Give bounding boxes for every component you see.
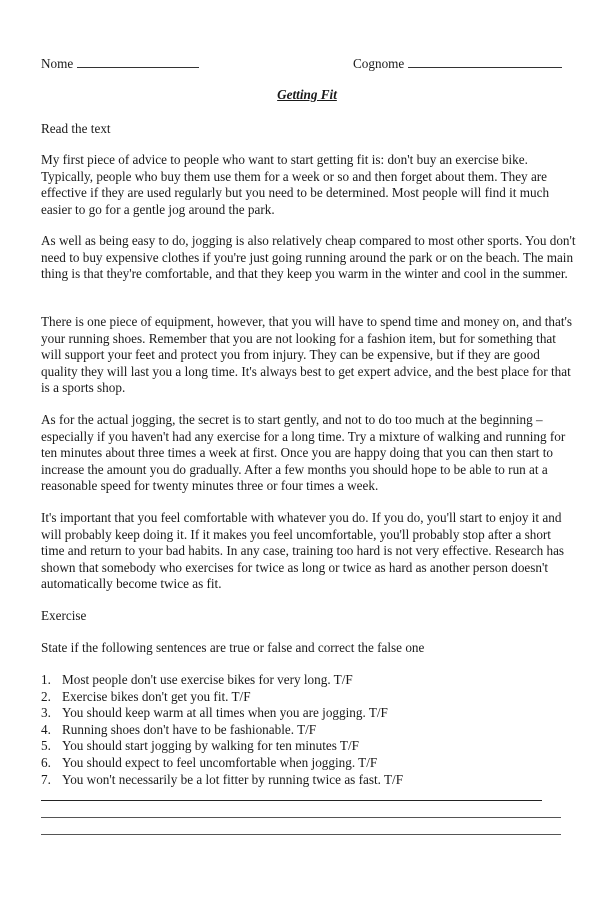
paragraph-3: There is one piece of equipment, however, that you will have to spend time and money on, and that's your running shoes. Remember that you are not looking for a fashion item, but for something that will support your feet and protect you from injury. They can be expensive, but if they are good quality they will last you a long time. It's always best to get expert advice, and the best place for that is a sports shop. <box>41 314 573 396</box>
question-number: 3. <box>41 705 51 721</box>
question-text: You should expect to feel uncomfortable when jogging. T/F <box>62 754 378 770</box>
question-text: Running shoes don't have to be fashionable. T/F <box>62 721 317 737</box>
paragraph-1: My first piece of advice to people who want to start getting fit is: don't buy an exercise bike. Typically, people who buy them use them for a week or so and then forget about them. They are effective if they are used regularly but you need to be determined. Most people will find it much easier to go for a gentle jog around the park. <box>41 152 550 217</box>
paragraph-4: As for the actual jogging, the secret is to start gently, and not to do too much at the beginning – especially if you haven't had any exercise for a long time. Try a mixture of walking and running for ten minutes about three times a week at first. Once you are happy doing that you can then start to increase the amount you do gradually. After a few months you should hope to be able to run at a reasonable speed for twenty minutes three or four times a week. <box>41 412 566 494</box>
question-number: 4. <box>41 721 51 737</box>
question-text: Exercise bikes don't get you fit. T/F <box>62 688 251 704</box>
question-text: You won't necessarily be a lot fitter by running twice as fast. T/F <box>62 771 404 787</box>
list-item <box>41 738 403 755</box>
answer-line-1[interactable] <box>41 800 542 801</box>
name-field <box>41 56 199 72</box>
question-list <box>41 672 403 788</box>
name-blank-line[interactable] <box>77 56 199 68</box>
question-text: You should keep warm at all times when you are jogging. T/F <box>62 705 388 721</box>
question-number: 7. <box>41 771 51 787</box>
question-number: 1. <box>41 672 51 687</box>
list-item <box>41 705 403 722</box>
list-item <box>41 689 403 706</box>
list-item <box>41 755 403 772</box>
question-text: You should start jogging by walking for ten minutes T/F <box>62 738 359 754</box>
exercise-heading: Exercise <box>41 608 87 623</box>
surname-blank-line[interactable] <box>408 56 562 68</box>
list-item <box>41 722 403 739</box>
paragraph-5: It's important that you feel comfortable with whatever you do. If you do, you'll start to enjoy it and will probably keep doing it. If it makes you feel uncomfortable, you'll probably stop after a short time and return to your bad habits. In any case, training too hard is not very effective. Research has shown that somebody who exercises for twice as long or twice as hard as another person doesn't automatically become twice as fit. <box>41 510 565 592</box>
read-instruction: Read the text <box>41 121 111 136</box>
paragraph-2: As well as being easy to do, jogging is also relatively cheap compared to most other sports. You don't need to buy expensive clothes if you're just going running around the park or on the beach. The main thing is that they're comfortable, and that they keep you warm in the winter and cool in the summer. <box>41 233 576 282</box>
question-number: 6. <box>41 754 51 770</box>
surname-label: Cognome <box>353 56 405 71</box>
answer-line-3[interactable] <box>41 834 561 835</box>
question-text: Most people don't use exercise bikes for very long. T/F <box>62 672 353 687</box>
page-title: Getting Fit <box>277 87 337 102</box>
surname-field <box>353 56 562 72</box>
question-number: 5. <box>41 738 51 754</box>
list-item <box>41 772 403 789</box>
exercise-instruction: State if the following sentences are true or false and correct the false one <box>41 640 425 655</box>
answer-line-2[interactable] <box>41 817 561 818</box>
name-label: Nome <box>41 56 74 71</box>
question-number: 2. <box>41 688 51 704</box>
list-item <box>41 672 403 689</box>
